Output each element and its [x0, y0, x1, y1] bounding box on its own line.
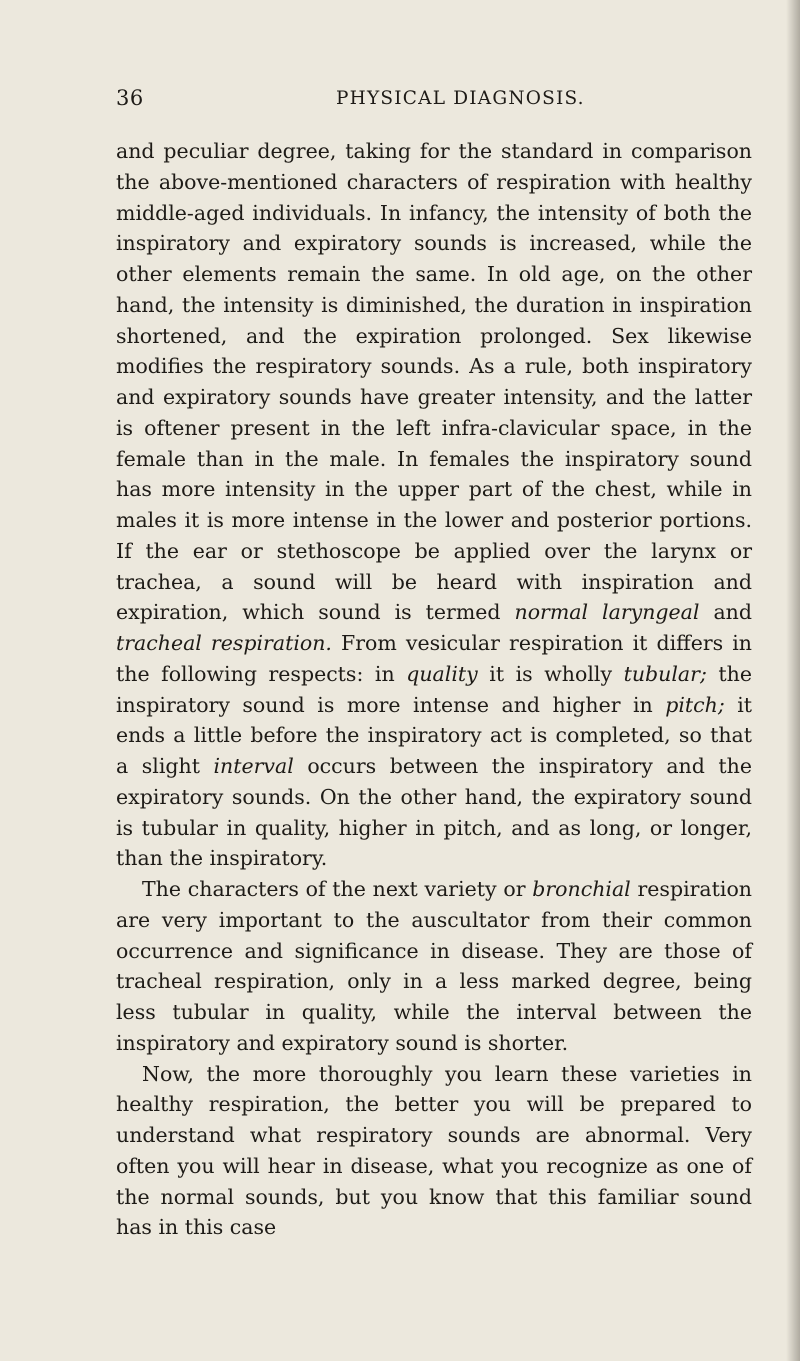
body-text: [116, 136, 752, 1243]
text-run: it ends a little before the inspiratory act is completed, so that a slight: [116, 692, 753, 778]
paragraph-1: [116, 136, 752, 874]
running-head: PHYSICAL DIAGNOSIS.: [336, 88, 585, 109]
text-run: it is wholly: [477, 661, 624, 686]
page-edge-shadow: [786, 0, 800, 1361]
paragraph-3: [116, 1059, 752, 1244]
text-run: From vesicular respiration it differs in the following respects: in: [116, 631, 752, 686]
page-number: 36: [116, 86, 144, 110]
italic-term: interval: [213, 754, 294, 778]
text-run: the inspiratory sound is more intense and higher in: [116, 661, 752, 717]
italic-term: tubular;: [623, 661, 707, 686]
text-run: The characters of the next variety or: [142, 877, 533, 901]
page-header: [116, 86, 736, 116]
italic-term: bronchial: [532, 877, 631, 901]
text-run: and peculiar degree, taking for the standard in comparison the above-mentioned characters of respiration with healthy middle-aged individuals. In infancy, the intensity of both the inspiratory and expiratory sounds is increased, while the other elements remain the same. In old age, on the other hand, the intensity is diminished, the duration in inspiration shortened, and the expiration prolonged. Sex likewise modifies the respiratory sounds. As a rule, both inspiratory and expiratory sounds have greater intensity, and the latter is oftener present in the left infra-clavicular space, in the female than in the male. In females the inspiratory sound has more intensity in the upper part of the chest, while in males it is more intense in the lower and posterior portions. If the ear or stethoscope be applied over the larynx or trachea, a sound will be heard with inspiration and expiration, which sound is termed: [116, 139, 752, 625]
text-run: occurs between the inspiratory and the expiratory sounds. On the other hand, the expiratory sound is tubular in quality, higher in pitch, and as long, or longer, than the inspiratory.: [116, 754, 752, 871]
italic-term: normal laryngeal: [514, 600, 700, 625]
italic-term: quality: [406, 661, 478, 686]
italic-term: pitch;: [665, 692, 725, 717]
italic-term: tracheal respiration.: [116, 631, 332, 655]
text-run: Now, the more thoroughly you learn these varieties in healthy respiration, the better you will be prepared to understand what respiratory sounds are abnormal. Very often you will hear in disease, what you recognize as one of the normal sounds, but you know that this familiar sound has in this case: [116, 1061, 752, 1240]
text-run: respiration are very important to the auscultator from their common occurrence and significance in disease. They are those of tracheal respiration, only in a less marked degree, being less tubular in quality, while the interval between the inspiratory and expiratory sound is shorter.: [116, 877, 752, 1055]
paragraph-2: [116, 874, 752, 1059]
text-run: and: [699, 600, 752, 625]
